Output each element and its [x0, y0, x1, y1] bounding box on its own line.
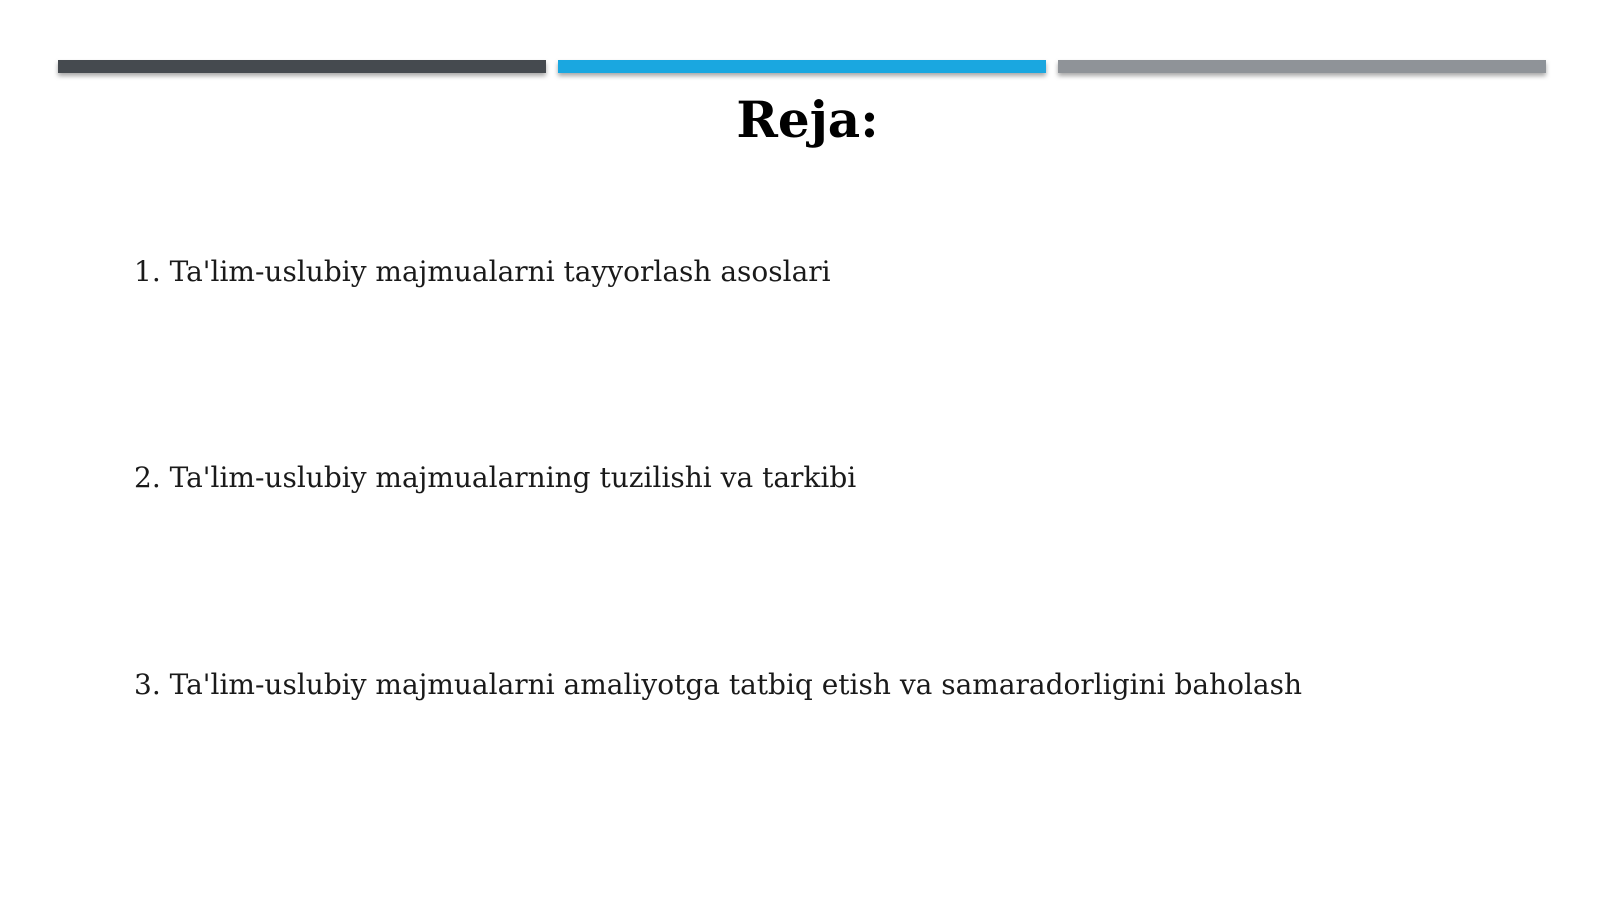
- accent-bar-dark: [58, 60, 546, 73]
- accent-bar-gray: [1058, 60, 1546, 73]
- plan-item-1: 1. Ta'lim-uslubiy majmualarni tayyorlash asoslari: [134, 255, 831, 288]
- plan-item-2: 2. Ta'lim-uslubiy majmualarning tuzilishi va tarkibi: [134, 461, 857, 494]
- accent-bar-blue: [558, 60, 1046, 73]
- slide-title: Reja:: [736, 90, 879, 149]
- plan-item-3: 3. Ta'lim-uslubiy majmualarni amaliyotga tatbiq etish va samaradorligini baholash: [134, 668, 1303, 701]
